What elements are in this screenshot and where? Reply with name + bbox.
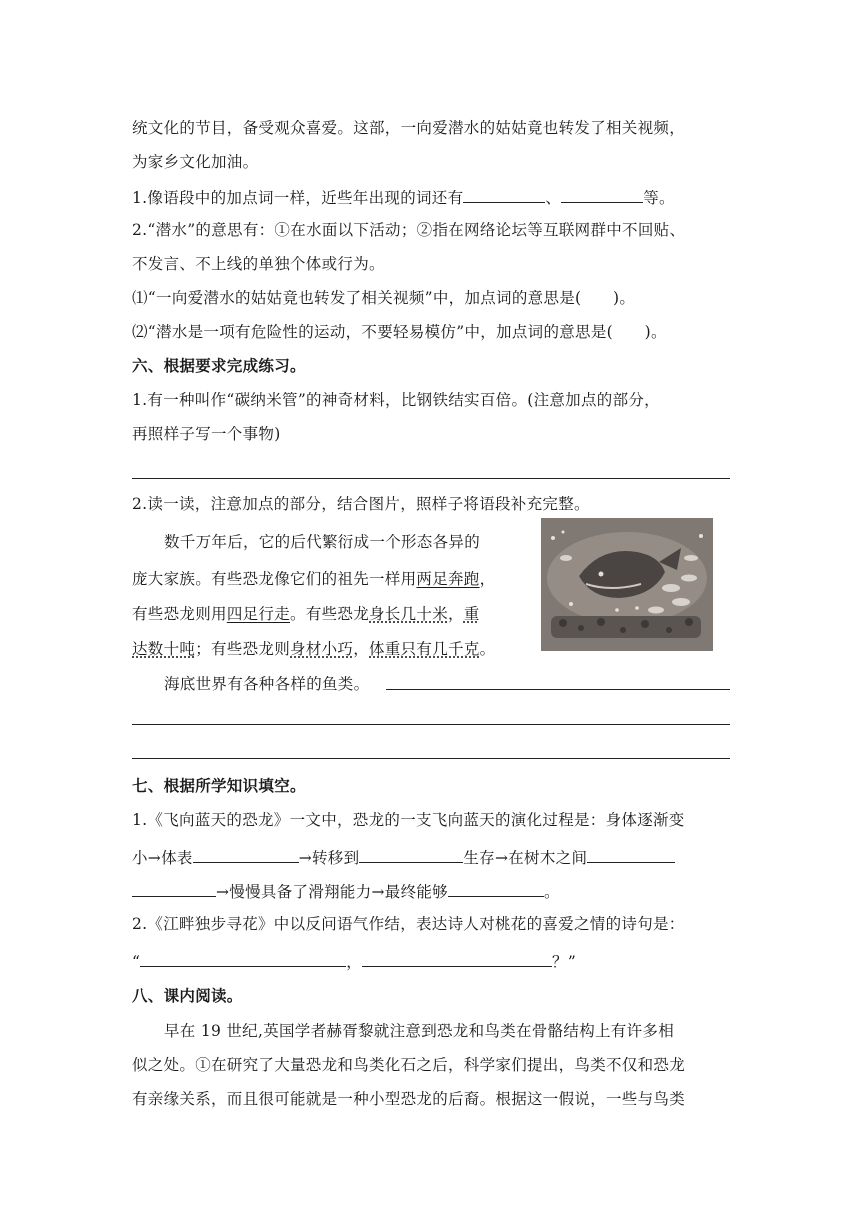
separator: 、 [545, 189, 562, 207]
answer-blank[interactable] [448, 880, 544, 897]
text-run: 。 [543, 883, 560, 901]
reading-line: 有亲缘关系，而且很可能就是一种小型恐龙的后裔。根据这一假说，一些与鸟类 [132, 1090, 686, 1108]
question-text: 1.像语段中的加点词一样，近些年出现的词还有 [132, 189, 464, 207]
whale-fish-picture [541, 518, 713, 651]
passage-line: 为家乡文化加油。 [132, 153, 259, 171]
s7-q2-line: 2.《江畔独步寻花》中以反问语气作结，表达诗人对桃花的喜爱之情的诗句是： [132, 915, 685, 933]
s7-q2-line [132, 950, 576, 972]
text-run: ， [479, 570, 496, 588]
underlined-phrase: 四足行走 [226, 605, 291, 623]
answer-blank[interactable] [463, 186, 545, 203]
text-run: ；有些恐龙则 [195, 640, 291, 658]
reading-line: 似之处。①在研究了大量恐龙和鸟类化石之后，科学家们提出，鸟类不仅和恐龙 [132, 1056, 686, 1074]
text-run: 生存→在树木之间 [463, 849, 588, 867]
answer-blank[interactable] [561, 186, 643, 203]
text-run: ， [346, 953, 363, 971]
paragraph-line [132, 604, 480, 624]
question-2-line: 不发言、不上线的单独个体或行为。 [132, 255, 385, 273]
text-run: 。有些恐龙 [290, 605, 370, 623]
question-end: 等。 [643, 189, 675, 207]
reading-line: 早在 19 世纪,英国学者赫胥黎就注意到恐龙和鸟类在骨骼结构上有许多相 [164, 1022, 675, 1040]
answer-blank[interactable] [587, 846, 675, 863]
dotted-phrase: 体重只有几千克 [369, 640, 480, 658]
s6-q2-line: 2.读一读，注意加点的部分，结合图片，照样子将语段补充完整。 [132, 495, 590, 513]
answer-blank[interactable] [140, 950, 346, 967]
answer-line[interactable] [132, 758, 730, 759]
text-run: ， [448, 605, 464, 623]
underwater-illustration [541, 518, 713, 651]
text-run: 庞大家族。有些恐龙像它们的祖先一样用 [132, 570, 417, 588]
s6-q1-line: 1.有一种叫作“碳纳米管”的神奇材料，比钢铁结实百倍。(注意加点的部分， [132, 391, 660, 409]
answer-blank[interactable] [359, 846, 463, 863]
sub-question-1: ⑴“一向爱潜水的姑姑竟也转发了相关视频”中，加点词的意思是( )。 [132, 289, 636, 307]
dotted-phrase: 身材小巧 [290, 640, 354, 658]
underlined-phrase: 两足奔跑 [416, 570, 480, 588]
passage-line: 统文化的节目，备受观众喜爱。这部，一向爱潜水的姑姑竟也转发了相关视频， [132, 119, 686, 137]
answer-blank[interactable] [362, 950, 552, 967]
text-run: →慢慢具备了滑翔能力→最终能够 [216, 883, 448, 901]
question-2-line: 2.“潜水”的意思有：①在水面以下活动；②指在网络论坛等互联网群中不回贴、 [132, 221, 686, 239]
s7-q1-line: 1.《飞向蓝天的恐龙》一文中，恐龙的一支飞向蓝天的演化过程是：身体逐渐变 [132, 811, 685, 829]
answer-blank[interactable] [132, 880, 216, 897]
text-run: 有些恐龙则用 [132, 605, 227, 623]
paragraph-line: 数千万年后，它的后代繁衍成一个形态各异的 [164, 533, 481, 551]
s7-q1-line [132, 880, 560, 902]
answer-line[interactable] [132, 478, 730, 479]
dotted-phrase: 达数十吨 [132, 640, 196, 658]
text-run: “ [132, 953, 141, 971]
answer-line[interactable] [386, 689, 730, 690]
section-6-title: 六、根据要求完成练习。 [132, 356, 306, 375]
dotted-phrase: 重 [463, 605, 480, 623]
section-7-title: 七、根据所学知识填空。 [132, 776, 306, 795]
text-run: ， [353, 640, 370, 658]
text-run: 。 [479, 640, 496, 658]
paragraph-line [132, 569, 495, 589]
section-8-title: 八、课内阅读。 [132, 986, 243, 1005]
answer-blank[interactable] [193, 846, 299, 863]
text-run: ？” [552, 953, 577, 971]
dotted-phrase: 身长几十米 [369, 605, 449, 623]
question-1 [132, 186, 675, 208]
s6-q1-line: 再照样子写一个事物) [132, 425, 281, 443]
answer-line[interactable] [132, 724, 730, 725]
s7-q1-line [132, 846, 675, 868]
paragraph-line [132, 639, 495, 659]
fill-paragraph: 海底世界有各种各样的鱼类。 [164, 675, 370, 693]
text-run: →转移到 [298, 849, 360, 867]
sub-question-2: ⑵“潜水是一项有危险性的运动，不要轻易模仿”中，加点词的意思是( )。 [132, 323, 667, 341]
text-run: 小→体表 [132, 849, 193, 867]
